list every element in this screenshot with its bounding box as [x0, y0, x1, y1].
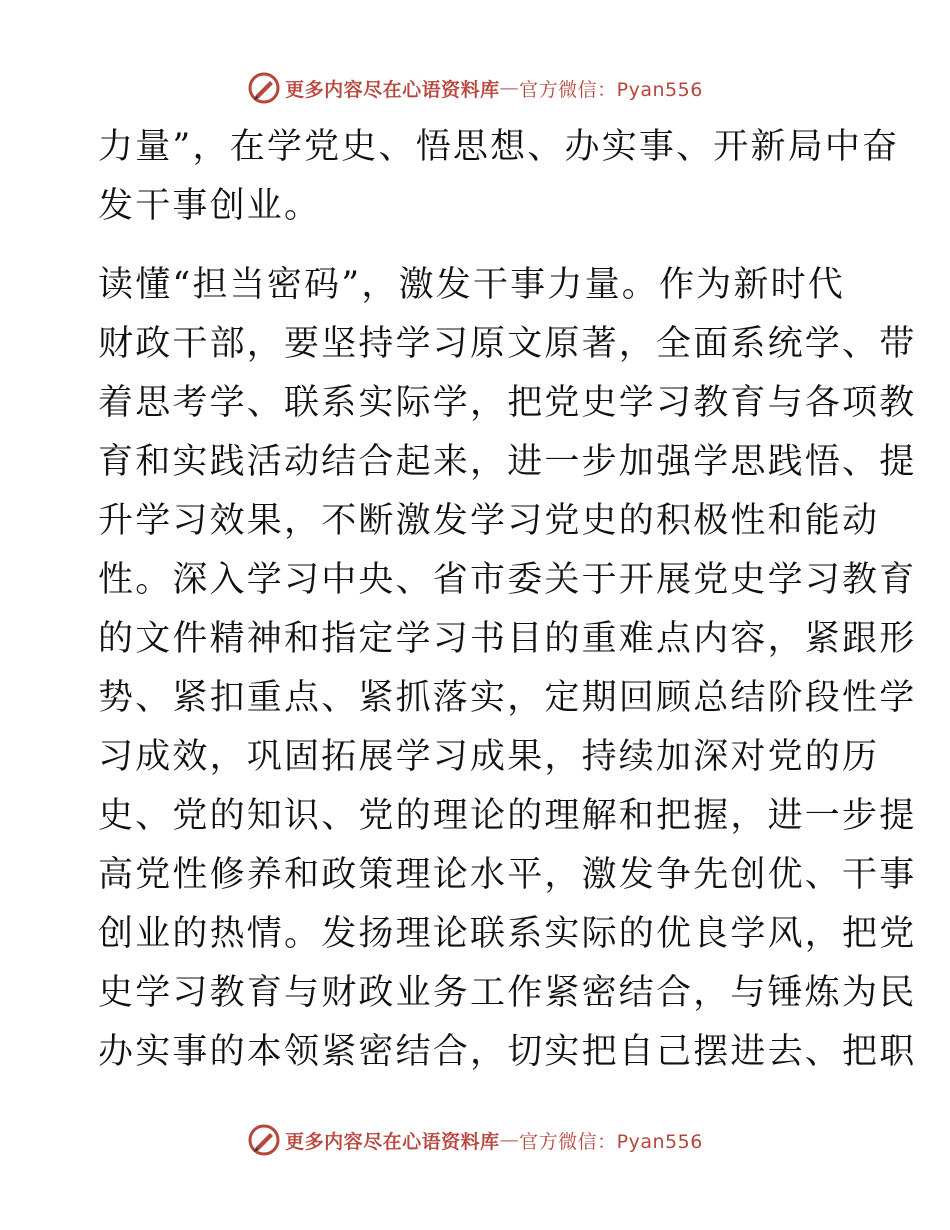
- text-line: 史、党的知识、党的理论的理解和把握，进一步提: [98, 796, 917, 836]
- document-body: [98, 118, 917, 1082]
- text-line: 习成效，巩固拓展学习成果，持续加深对党的历: [98, 737, 880, 777]
- text-line: 创业的热情。发扬理论联系实际的优良学风，把党: [98, 914, 917, 954]
- text-line: 力量”，在学党史、悟思想、办实事、开新局中奋: [98, 127, 900, 167]
- header-separator: —: [499, 77, 520, 99]
- header-watermark: [0, 68, 950, 108]
- footer-watermark: [0, 1120, 950, 1160]
- pen-logo-icon: [247, 71, 281, 105]
- text-line: 势、紧扣重点、紧抓落实，定期回顾总结阶段性学: [98, 678, 917, 718]
- paragraph-gap: [98, 236, 858, 256]
- text-line: 办实事的本领紧密结合，切实把自己摆进去、把职: [98, 1032, 917, 1072]
- footer-wechat-text: 官方微信：Pyan556: [519, 1130, 703, 1153]
- text-line: 高党性修养和政策理论水平，激发争先创优、干事: [98, 855, 917, 895]
- text-line: 育和实践活动结合起来，进一步加强学思践悟、提: [98, 442, 917, 482]
- text-line: 性。深入学习中央、省市委关于开展党史学习教育: [98, 560, 917, 600]
- pen-logo-icon: [247, 1123, 281, 1157]
- text-line: 的文件精神和指定学习书目的重难点内容，紧跟形: [98, 619, 917, 659]
- text-line: 财政干部，要坚持学习原文原著，全面系统学、带: [98, 324, 917, 364]
- text-line: 升学习效果，不断激发学习党史的积极性和能动: [98, 501, 880, 541]
- text-line: 读懂“担当密码”，激发干事力量。作为新时代: [98, 265, 845, 305]
- text-line: 着思考学、联系实际学，把党史学习教育与各项教: [98, 383, 917, 423]
- footer-separator: —: [499, 1129, 520, 1151]
- header-brand-text: 更多内容尽在心语资料库: [285, 78, 500, 101]
- footer-brand-text: 更多内容尽在心语资料库: [285, 1130, 500, 1153]
- header-wechat-text: 官方微信：Pyan556: [519, 78, 703, 101]
- text-line: 发干事创业。: [98, 186, 322, 226]
- text-line: 史学习教育与财政业务工作紧密结合，与锤炼为民: [98, 973, 917, 1013]
